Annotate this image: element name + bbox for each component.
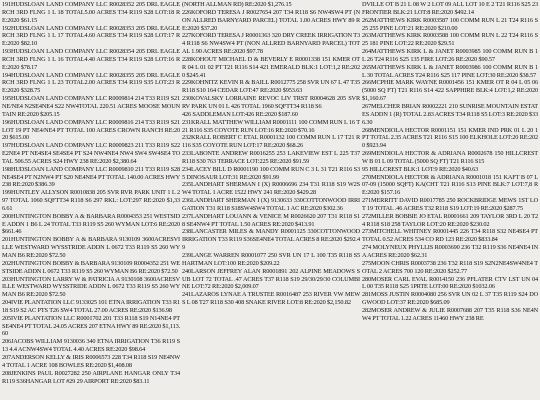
listing-entry: 202HUNTINGTON BOBBY & BARBARA 9130109 R0004352 251 WESTSIDE ADDN L 0672 T33 R119 S5 260 WYMAN B6 RE:2020 $72.50: [2, 259, 180, 275]
listing-entry: 227KOFORD TERESA J R0001363 320 DRY CREEK IRRIGATION T34 R118 S6 NW4SW4 PT (NON ALLRED BARNYARD PARCEL) TOTAL 1.90 ACRES RE:2020 $97.78: [182, 32, 360, 56]
listing-entry: 199HUNTLEY ALLYSON R0010838 205 SVR RVR PARK UNIT 1 L 297 TOTAL 1060 SQFTT34 R118 S6 297 RKL: LOT:297 RE:2020 $1,336.61: [2, 189, 180, 212]
listing-entry: 203HUNTINGTON LARRY W & PATRICIA A 9130108 3600ACRESVILLE WESTWARD WYSSTRIDE ADDN L 0672 T33 R119 S5 260 WYMAN B6 RE:2020 $72.50: [2, 275, 180, 299]
listing-entry: 194HUDSLOAN LAND COMPANY LLC R0028355 205 DRL EAGLE RCH 3RD FLNG 1 L 23 TOTAL2.00 ACRES T34 R119 S35 LOT:23 RE:2020 $328.75: [2, 71, 180, 95]
listing-entry: 204IVIE PLANTATION LLC 9133025 101 ETNA IRRIGATION T33 R118 S19 S2 AC PTS T26 SW4 TOTAL 27.00 ACRES RE:2020 $136.98: [2, 299, 180, 314]
listing-entry: 274 MOLYNEUX PHYLLIS R0003690 236 T32 R119 S36 NE4NE4 INA ACRES RE:2020 $62.31: [362, 244, 538, 259]
listing-entry: 265MATTHEWS KIRK L & JANET R0003986 100 COMM RUN B 1 L 30 TOTAL ACRES T24 R116 S25 117 PINE LOT:30 RE:2020 $38.57: [362, 63, 538, 79]
column-2: [182, 1, 360, 385]
listing-entry: 272MILLER BOBBIE JO ETAL R0001661 209 TAYLOR 3RD L 20 T24 R118 S18 258 TAYLOR LOT:20 RE:2020 $230.02: [362, 212, 538, 228]
listing-entry: 270MENDIOLA HECTOR & ADRIANA R0001018 151 KAFT B 07 L 07-09 (15000 SQFT) KA(CHT T21 R116 S13 PINE BLK:7 LOT:7,8 RE:2020 $157.16: [362, 173, 538, 197]
listing-entry: 235LANDHART SHERMAN I (X) R0006696 234 T31 R118 S19 W2SW4 TOTAL 1 ACRE 1522 HWY 241 RE:2020 $429.28: [182, 181, 360, 197]
listing-entry: 268MENDIOLA HECTOR R0001151 151 KMER IND PRK 01 L 20 1 PT TOTAL 2.35 ACRES T21 R116 S15 100 ELKHOLE LOT:20 RE:2020 $923.94: [362, 126, 538, 150]
listing-entry: (NORTH ALLMAN RD) RE:2020 $1,276.15: [182, 1, 292, 8]
listing-entry: 95 HILLCREST BLK:1 LOT:9 RE:2020 $40.63: [362, 165, 479, 173]
listing-entry: 208JENKINS PAUL R0027282 250 AIRPLANE HANGAR ONLY T34 R119 S36HANGAR LOT #29 29 AIRPORT RE:2020 $83.11: [2, 369, 180, 385]
listing-entry: 262MATTHEWS KIRK R0003587 100 COMM RUN L 21 T24 R116 S25 255 PINE LOT:21 RE:2020 $210.00: [362, 16, 538, 32]
listing-entry: 197HUDSLOAN LAND COMPANY LLC R0009823 211 T33 R119 S22 E2NE4 PT NE4SE4 SE4SE4 PT S24 NW4NE4 NW4 SW4 SW4SE4 TOTAL 506.55 ACRES S24 HWY 238 RE:2020 $2,380.64: [2, 142, 180, 165]
listing-entry: 275MOON CHRIS R0003738 236 T32 R118 S19 S2N2NE4SW4NE4 TOTAL 2 ACRES 700 120 RE:2020 $252.77: [362, 259, 538, 275]
listing-entry: 193HUDSLOAN LAND COMPANY LLC R0028354 205 DRL EAGLE RCH 3RD FLNG 1 L 16 TOTAL4.40 ACRES T34 R119 S28 LOT:16 RE:2020 $78.17: [2, 48, 180, 71]
listing-entry: 236LANDHART SHERMAN I (X) 9130633 330COTTONWOOD IRRIGATION T31 R118 S18SW4SW4 TOTAL 1 AC RE:2020 $302.36: [182, 197, 360, 212]
listing-entry: 191HUDSLOAN LAND COMPANY LLC R0028352 205 DRL EAGLE RCH 3RD FLNG 1 L 18 TOTAL5.00 ACRES T34 R119 S28 LOT:18 RE:2020 $61.15: [2, 1, 180, 24]
listing-entry: 271MERRITT DAVID R0017785 250 ROCKBRIDGE MEWS 1ST LOT 19 TOTAL .46 ACRES T32 R118 S19 LOT:19 RE:2020 $287.75: [362, 197, 538, 212]
listing-entry: 263MATTHEWS KIRK R0003588 100 COMM RUN L 22 T24 R116 S25 181 PINE LOT:22 RE:2020 $29.51: [362, 32, 538, 48]
listing-entry: 269MENDIOLA HECTOR & ADRIANA R0002678 150 HILLCREST W B 01 L 09 TOTAL (5000 SQ FT) T21 R116 S15: [362, 150, 538, 165]
listing-entry: 192HUDSLOAN LAND COMPANY LLC R0028353 205 DRL EAGLE RCH 3RD FLNG 1 L 17 TOTAL4.60 ACRES T34 R119 S28 LOT:17 RE:2020 $82.10: [2, 24, 180, 48]
listing-entry: 200HUNTINGTON BOBBY A & BARBARA R0004353 251 WESTSIDE ADDN 1 B6 L 24 TOTAL T33 R119 S5 260 WYMAN LOT:6 RE:2020 $661.46: [2, 212, 180, 236]
listing-entry: 234LACEY BILL D R0001190 100 COMM RUN C 3 L 31 T21 R116 S35 DINOSAUR LOT:31 RE:2020 $91.99: [182, 165, 360, 181]
listing-entry: 281MOSS JUSTIN R0004080 256 SVR UN 02 L 37 T35 R119 S24 DOGWOOD LOT:37 RE:2020 $685.09: [362, 291, 538, 307]
listing-entry: 426 SADDLEMAN LOT:426 RE:2020 $187.60: [182, 110, 298, 118]
listing-entry: 240LARSON JEFFREY ALAN R0001891 202 ALPINE MEADOWS SUB LOT 72 TOTAL .47 ACRES T37 R118 S19 29/30/29/30 COLUMBINE LOT:72 RE:2020 $2,009.07: [182, 267, 360, 291]
listing-entry: DVILLE OT B 21 L 08 W 2 LOT 09 ALL LOT 10 E 2 T21 R116 S25 23 FRONTIER BLK:21 LOT:8 RE:2020 $492.14: [362, 1, 538, 16]
listing-entry: 237LANDHART LOUANN & VENICE M R0026620 207 T31 R118 S18 SE4NW4 PT TOTAL 1.50 ACRES RE:2020 $413.91: [182, 212, 360, 228]
listing-entry: 231KRALL MATTHEW WILLIAM R0001111 100 COMM RUN L 16 T21 R116 S35 COYOTE RUN LOT:16 RE:2020 $70.16: [182, 118, 360, 134]
listing-entry: 196HUDSLOAN LAND COMPANY LLC R0009816 214 T33 R119 S21 LOT 19 PT NE4/NE4 PT TOTAL 100 ACRES CROWN RANCH RE:2020 $615.00: [2, 118, 180, 142]
listing-entry: 273MITCHELL WHITNEY R0001445 226 T34 R118 S32 NE4SE4 PT TOTAL 0.52 ACRES 534 CO RD 123 RE:2020 $833.84: [362, 228, 538, 244]
listing-entry: 239LANGE WARREN R0001077 250 SVR UN 17 L 100 T35 R118 S5 HARTMAN LOT:100 RE:2020 $209.22: [182, 252, 360, 267]
listing-entry: 205IVIE PLANTATION LLC R0001702 201 T33 R118 S19 N14NE4 PT SE4NE4 PT TOTAL 24.05 ACRES 207 ETNA HWY 89 RE:2020 $1,113.60: [2, 314, 180, 338]
listing-entry: 241LAZAROS LYNAE A TRUSTEE R0016487 253 RIVER VW MEWS L 08 T27 R118 S30 408 SNAKE RIVER LOT:8 RE:2020 $2,150.82: [182, 291, 360, 307]
column-3: [362, 1, 538, 385]
listing-entry: 226KOFORD TERESA J R0027654 207 T34 R118 S6 NW4SW4 PT (NON ALLRED BARNYARD PARCEL) TOTAL 1.00 ACRES HWY 89 RE:2020 $37.20: [182, 8, 360, 32]
listing-entry: 228KOHOUT MICHAEL D & BEVERLY E R0001338 151 KMER OT R 04 L 01 02 PT T21 R116 S14 421 EMERALD BLK:1 LOT:1,2 RE:2020 $245.41: [182, 55, 360, 79]
listing-entry: 195HUDSLOAN LAND COMPANY LLC R0009814 214 T33 R119 S21 NE/NE4 N2SE4NE4 S22 NW4TOTAL 220.51 ACRES MOOSE MOUNTAIN RE:2020 $205.15: [2, 95, 180, 118]
listing-entry: 207ANDERSON KELLY & IRIS R0006573 228 T34 R118 S19 NE4NW4 TOTAL 1 ACRE 108 BOWLES RE:2020 $1,408.08: [2, 353, 180, 369]
listing-entry: 266MCPHIE MARK WAYNE R0001456 151 KMER OT R 04 L 05 06 (5000 SQ FT) T21 R116 S14 422 SAPPHIRE BLK:4 LOT:1,2 RE:2020 $1,160.67: [362, 79, 538, 103]
listing-entry: 229KOHNITZ KEVIN R & BAILL R0012775 258 SVR UN 67 L 47 T35 R118 S10 164 CEDAR LOT:47 RE:2020 $953.63: [182, 79, 360, 95]
listing-entry: 206JACOBS WILLIAM 9130036 340 ETNA IRRIGATION T36 R119 S13 4.4 ACNW4SW4 TOTAL 4.40 ACRES RE:2020 $98.64: [2, 338, 180, 354]
listing-entry: 232KRALL ROBERT C ETAL R0001132 100 COMM RUN L 17 T21 R116 S35 COYOTE RUN LOT:17 RE:2020 $68.26: [182, 134, 360, 150]
listing-entry: 233LABONTE ANDREW R0016255 253 LAKEVIEW EST L 225 T37 R118 S30 763 TERRACE LOT:225 RE:2020 $91.59: [182, 150, 360, 165]
listing-entry: 238LANCASTER MILES & MANDY R0001125 330COTTONWOOD IRRIGATION T33 R119 S36SE4NE4 TOTAL ACRES 8 RE:2020 $292.49: [182, 228, 360, 252]
listing-entry: 264MATTHEWS KIRK L & JANET R0003985 100 COMM RUN B 1 L 26 T24 R116 S25 135 FIRE LOT:26 RE:2020 $90.57: [362, 48, 538, 63]
listing-entry: 198HUDSLOAN LAND COMPANY LLC R0009810 211 T33 R119 S28 NE4SE4 PT N2NW4 PT S20 NE4NE4 PT TOTAL 140.00 ACRES HWY 238 RE:2020 $386.39: [2, 165, 180, 189]
listing-entry: 201HUNTINGTON BOBBY A & BARBARA 9130109 3600ACRESVILLE WESTWARD WYSSTRIDE ADDN L 0672 T33 R119 S5 260 WYMAN B6 RE:2020 $72.50: [2, 236, 180, 259]
listing-entry: 282MOSER ANDREW & JULIE R0007688 207 T35 R118 S36 NE4NW4 PT TOTAL 1.22 ACRES 11460 HWY 238 RE: [362, 306, 538, 322]
column-1: [2, 1, 180, 385]
listing-columns: [2, 1, 538, 385]
listing-entry: 230KOVALSKY LORRAINE REVOC LIV TRST R0004628 205 SVR RV PARK UN 01 L 426 TOTAL 1960 SQFTT34 R118 S6: [182, 95, 360, 110]
listing-entry: 267MELCHER BRIAN R0002221 210 SUNRISE MOUNTAIN ESTATES ADDN 1 (R) TOTAL 2.83 ACRES T34 R118 S5 LOT:3 RE:2020 $336.30: [362, 102, 538, 126]
listing-entry: 280MOSER CARL EVAL R0014150 236 PFLATER CTV LST UN 04 L 00 T35 R118 S25 1PRTE LOT:00 RE:2020 $1032.06: [362, 275, 538, 291]
